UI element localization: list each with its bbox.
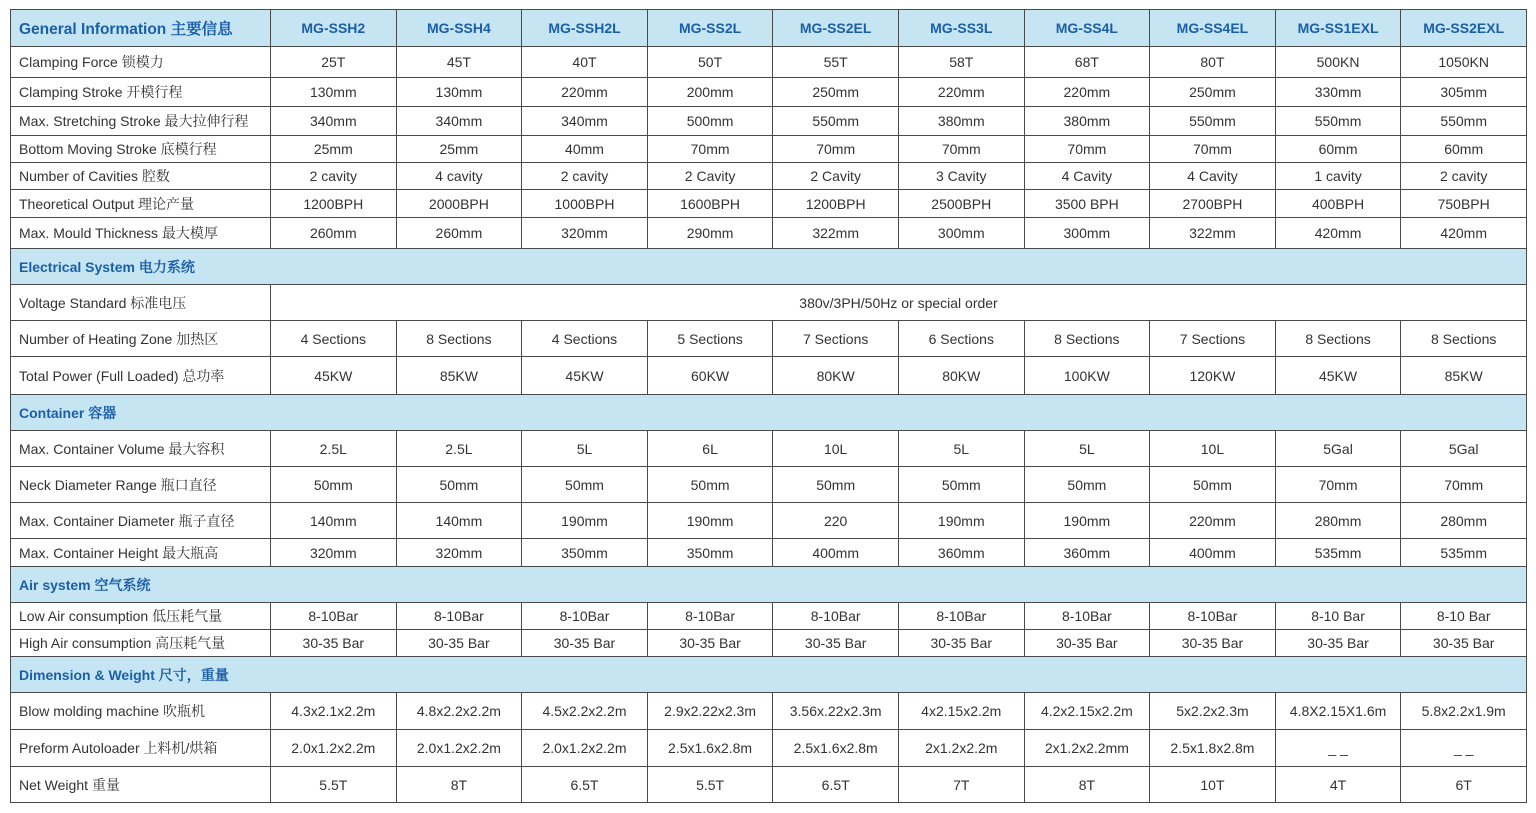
- table-cell: 2 Cavity: [647, 163, 773, 190]
- table-cell: 420mm: [1275, 218, 1401, 249]
- table-row: [11, 78, 1527, 107]
- table-cell: 2x1.2x2.2mm: [1024, 730, 1150, 767]
- table-cell: 1200BPH: [773, 190, 899, 218]
- table-cell: 4 Sections: [522, 321, 648, 357]
- table-cell: 80KW: [898, 357, 1024, 395]
- table-cell: 2x1.2x2.2m: [898, 730, 1024, 767]
- table-cell: 1050KN: [1401, 47, 1527, 78]
- table-cell: 30-35 Bar: [522, 630, 648, 657]
- row-label: Total Power (Full Loaded) 总功率: [11, 357, 271, 395]
- model-header: MG-SS2EXL: [1401, 10, 1527, 47]
- table-cell: 30-35 Bar: [271, 630, 397, 657]
- table-cell: 25mm: [271, 136, 397, 163]
- table-cell: 30-35 Bar: [898, 630, 1024, 657]
- table-row: [11, 321, 1527, 357]
- table-cell: 322mm: [1150, 218, 1276, 249]
- table-cell: 25T: [271, 47, 397, 78]
- table-cell: 5L: [522, 431, 648, 467]
- table-row: [11, 539, 1527, 567]
- voltage-value: 380v/3PH/50Hz or special order: [271, 285, 1527, 321]
- table-cell: 50mm: [396, 467, 522, 503]
- table-cell: 2.5x1.6x2.8m: [773, 730, 899, 767]
- table-cell: 60mm: [1401, 136, 1527, 163]
- table-cell: 220mm: [1150, 503, 1276, 539]
- table-cell: 70mm: [1150, 136, 1276, 163]
- model-header: MG-SS3L: [898, 10, 1024, 47]
- table-cell: 2 Cavity: [773, 163, 899, 190]
- model-header: MG-SSH2: [271, 10, 397, 47]
- table-cell: 30-35 Bar: [1150, 630, 1276, 657]
- table-cell: 45KW: [1275, 357, 1401, 395]
- table-cell: 10T: [1150, 767, 1276, 803]
- table-cell: 6.5T: [522, 767, 648, 803]
- table-cell: 6.5T: [773, 767, 899, 803]
- table-cell: 550mm: [1401, 107, 1527, 136]
- table-cell: 70mm: [1401, 467, 1527, 503]
- table-cell: 50mm: [522, 467, 648, 503]
- table-cell: 750BPH: [1401, 190, 1527, 218]
- table-cell: 30-35 Bar: [773, 630, 899, 657]
- table-row: [11, 603, 1527, 630]
- table-cell: 220mm: [898, 78, 1024, 107]
- table-row: [11, 630, 1527, 657]
- table-cell: 70mm: [898, 136, 1024, 163]
- table-cell: 80T: [1150, 47, 1276, 78]
- section-header-row: [11, 395, 1527, 431]
- table-cell: 50mm: [1024, 467, 1150, 503]
- table-cell: 30-35 Bar: [1401, 630, 1527, 657]
- row-label: Voltage Standard 标准电压: [11, 285, 271, 321]
- table-cell: 3500 BPH: [1024, 190, 1150, 218]
- table-row: [11, 730, 1527, 767]
- table-cell: 50mm: [647, 467, 773, 503]
- table-cell: 70mm: [1275, 467, 1401, 503]
- table-cell: 130mm: [396, 78, 522, 107]
- row-label: Preform Autoloader 上料机/烘箱: [11, 730, 271, 767]
- table-cell: 2700BPH: [1150, 190, 1276, 218]
- table-cell: 70mm: [773, 136, 899, 163]
- row-label: Net Weight 重量: [11, 767, 271, 803]
- table-row: [11, 136, 1527, 163]
- table-cell: 2.5L: [271, 431, 397, 467]
- table-cell: 7 Sections: [1150, 321, 1276, 357]
- row-label: Blow molding machine 吹瓶机: [11, 693, 271, 730]
- table-cell: 8-10Bar: [1150, 603, 1276, 630]
- table-cell: 130mm: [271, 78, 397, 107]
- table-cell: 8-10Bar: [522, 603, 648, 630]
- table-cell: 2 cavity: [1401, 163, 1527, 190]
- table-cell: 60mm: [1275, 136, 1401, 163]
- table-cell: 330mm: [1275, 78, 1401, 107]
- table-row: [11, 467, 1527, 503]
- table-cell: 60KW: [647, 357, 773, 395]
- table-cell: 4.8X2.15X1.6m: [1275, 693, 1401, 730]
- table-cell: 360mm: [898, 539, 1024, 567]
- table-cell: 190mm: [647, 503, 773, 539]
- table-cell: 55T: [773, 47, 899, 78]
- table-cell: 6T: [1401, 767, 1527, 803]
- table-cell: 305mm: [1401, 78, 1527, 107]
- table-cell: 3.56x.22x2.3m: [773, 693, 899, 730]
- table-cell: 5Gal: [1275, 431, 1401, 467]
- table-cell: 8-10 Bar: [1275, 603, 1401, 630]
- table-cell: 58T: [898, 47, 1024, 78]
- table-cell: 340mm: [271, 107, 397, 136]
- table-cell: 250mm: [1150, 78, 1276, 107]
- table-cell: 85KW: [396, 357, 522, 395]
- header-label: General Information 主要信息: [11, 10, 271, 47]
- table-cell: 260mm: [271, 218, 397, 249]
- table-cell: 68T: [1024, 47, 1150, 78]
- table-cell: 5L: [898, 431, 1024, 467]
- section-header-row: [11, 657, 1527, 693]
- table-cell: 320mm: [522, 218, 648, 249]
- table-cell: 250mm: [773, 78, 899, 107]
- table-cell: 300mm: [898, 218, 1024, 249]
- table-cell: 2 cavity: [522, 163, 648, 190]
- table-cell: 190mm: [522, 503, 648, 539]
- table-cell: 40mm: [522, 136, 648, 163]
- table-cell: 4.2x2.15x2.2m: [1024, 693, 1150, 730]
- table-cell: 8T: [396, 767, 522, 803]
- table-cell: 50T: [647, 47, 773, 78]
- model-header: MG-SS1EXL: [1275, 10, 1401, 47]
- row-label: Theoretical Output 理论产量: [11, 190, 271, 218]
- table-cell: 2.0x1.2x2.2m: [271, 730, 397, 767]
- table-cell: 2.5x1.8x2.8m: [1150, 730, 1276, 767]
- table-cell: 320mm: [271, 539, 397, 567]
- table-cell: 2.9x2.22x2.3m: [647, 693, 773, 730]
- table-cell: 10L: [1150, 431, 1276, 467]
- section-header-row: [11, 567, 1527, 603]
- table-cell: 70mm: [647, 136, 773, 163]
- table-cell: 10L: [773, 431, 899, 467]
- table-cell: 420mm: [1401, 218, 1527, 249]
- row-label: Max. Container Volume 最大容积: [11, 431, 271, 467]
- table-cell: _ _: [1401, 730, 1527, 767]
- table-cell: 4 Sections: [271, 321, 397, 357]
- section-title: Container 容器: [11, 395, 1527, 431]
- row-label: Clamping Stroke 开模行程: [11, 78, 271, 107]
- table-cell: 4.8x2.2x2.2m: [396, 693, 522, 730]
- row-label: Bottom Moving Stroke 底模行程: [11, 136, 271, 163]
- table-cell: 340mm: [522, 107, 648, 136]
- table-cell: 85KW: [1401, 357, 1527, 395]
- row-label: Clamping Force 锁模力: [11, 47, 271, 78]
- table-row: [11, 218, 1527, 249]
- table-cell: 535mm: [1401, 539, 1527, 567]
- table-cell: 30-35 Bar: [647, 630, 773, 657]
- table-cell: 6L: [647, 431, 773, 467]
- table-cell: 6 Sections: [898, 321, 1024, 357]
- table-cell: 8 Sections: [1024, 321, 1150, 357]
- table-cell: 1200BPH: [271, 190, 397, 218]
- row-label: Number of Heating Zone 加热区: [11, 321, 271, 357]
- table-cell: 190mm: [898, 503, 1024, 539]
- spec-table: [10, 9, 1527, 803]
- model-header: MG-SSH2L: [522, 10, 648, 47]
- table-cell: 380mm: [898, 107, 1024, 136]
- table-cell: 290mm: [647, 218, 773, 249]
- table-cell: 200mm: [647, 78, 773, 107]
- table-cell: 8T: [1024, 767, 1150, 803]
- table-cell: 8 Sections: [1275, 321, 1401, 357]
- table-cell: 30-35 Bar: [1024, 630, 1150, 657]
- table-cell: 2 cavity: [271, 163, 397, 190]
- table-cell: 1000BPH: [522, 190, 648, 218]
- table-cell: 25mm: [396, 136, 522, 163]
- section-title: Air system 空气系统: [11, 567, 1527, 603]
- table-cell: 8-10Bar: [898, 603, 1024, 630]
- table-cell: 3 Cavity: [898, 163, 1024, 190]
- table-cell: 4 Cavity: [1024, 163, 1150, 190]
- row-label: Low Air consumption 低压耗气量: [11, 603, 271, 630]
- table-cell: 2.5x1.6x2.8m: [647, 730, 773, 767]
- table-cell: 8-10Bar: [773, 603, 899, 630]
- section-title: Dimension & Weight 尺寸，重量: [11, 657, 1527, 693]
- model-header: MG-SSH4: [396, 10, 522, 47]
- table-cell: 2.0x1.2x2.2m: [396, 730, 522, 767]
- table-cell: 280mm: [1401, 503, 1527, 539]
- table-row: [11, 107, 1527, 136]
- table-cell: 45KW: [522, 357, 648, 395]
- table-cell: 350mm: [522, 539, 648, 567]
- row-label: Max. Container Height 最大瓶高: [11, 539, 271, 567]
- table-cell: 4 Cavity: [1150, 163, 1276, 190]
- table-cell: 500mm: [647, 107, 773, 136]
- table-cell: 50mm: [898, 467, 1024, 503]
- table-cell: 45T: [396, 47, 522, 78]
- table-header-row: [11, 10, 1527, 47]
- table-row: [11, 47, 1527, 78]
- table-cell: 322mm: [773, 218, 899, 249]
- table-cell: 535mm: [1275, 539, 1401, 567]
- table-cell: 2.0x1.2x2.2m: [522, 730, 648, 767]
- table-cell: 1 cavity: [1275, 163, 1401, 190]
- table-cell: 190mm: [1024, 503, 1150, 539]
- table-cell: 8-10Bar: [271, 603, 397, 630]
- table-cell: 5 Sections: [647, 321, 773, 357]
- table-cell: 220mm: [522, 78, 648, 107]
- table-cell: 140mm: [271, 503, 397, 539]
- table-cell: 4T: [1275, 767, 1401, 803]
- table-cell: 340mm: [396, 107, 522, 136]
- table-cell: 360mm: [1024, 539, 1150, 567]
- table-cell: 5L: [1024, 431, 1150, 467]
- table-cell: 40T: [522, 47, 648, 78]
- table-cell: 5.5T: [647, 767, 773, 803]
- table-cell: 300mm: [1024, 218, 1150, 249]
- table-cell: 50mm: [271, 467, 397, 503]
- table-cell: 5Gal: [1401, 431, 1527, 467]
- table-cell: 8 Sections: [396, 321, 522, 357]
- table-cell: 500KN: [1275, 47, 1401, 78]
- table-cell: 80KW: [773, 357, 899, 395]
- table-cell: 400mm: [773, 539, 899, 567]
- table-cell: 550mm: [1275, 107, 1401, 136]
- table-row: [11, 357, 1527, 395]
- row-label: Max. Mould Thickness 最大模厚: [11, 218, 271, 249]
- table-cell: 4 cavity: [396, 163, 522, 190]
- table-cell: 8 Sections: [1401, 321, 1527, 357]
- row-label: Max. Container Diameter 瓶子直径: [11, 503, 271, 539]
- table-cell: 220mm: [1024, 78, 1150, 107]
- table-cell: 4.5x2.2x2.2m: [522, 693, 648, 730]
- table-cell: 280mm: [1275, 503, 1401, 539]
- table-cell: 30-35 Bar: [1275, 630, 1401, 657]
- table-cell: 140mm: [396, 503, 522, 539]
- model-header: MG-SS2L: [647, 10, 773, 47]
- section-header-row: [11, 249, 1527, 285]
- table-cell: 400BPH: [1275, 190, 1401, 218]
- table-row: [11, 693, 1527, 730]
- table-row: [11, 503, 1527, 539]
- table-cell: 400mm: [1150, 539, 1276, 567]
- table-row: [11, 285, 1527, 321]
- table-cell: 320mm: [396, 539, 522, 567]
- table-cell: 8-10 Bar: [1401, 603, 1527, 630]
- table-cell: 8-10Bar: [396, 603, 522, 630]
- row-label: Max. Stretching Stroke 最大拉伸行程: [11, 107, 271, 136]
- table-row: [11, 767, 1527, 803]
- section-title: Electrical System 电力系统: [11, 249, 1527, 285]
- table-cell: 1600BPH: [647, 190, 773, 218]
- row-label: Number of Cavities 腔数: [11, 163, 271, 190]
- model-header: MG-SS4L: [1024, 10, 1150, 47]
- table-cell: 8-10Bar: [1024, 603, 1150, 630]
- table-cell: 2.5L: [396, 431, 522, 467]
- table-cell: 5.8x2.2x1.9m: [1401, 693, 1527, 730]
- table-cell: 4x2.15x2.2m: [898, 693, 1024, 730]
- table-cell: 550mm: [1150, 107, 1276, 136]
- model-header: MG-SS4EL: [1150, 10, 1276, 47]
- table-cell: 8-10Bar: [647, 603, 773, 630]
- row-label: Neck Diameter Range 瓶口直径: [11, 467, 271, 503]
- table-cell: 7T: [898, 767, 1024, 803]
- table-cell: 5.5T: [271, 767, 397, 803]
- table-cell: 380mm: [1024, 107, 1150, 136]
- table-row: [11, 431, 1527, 467]
- table-cell: 120KW: [1150, 357, 1276, 395]
- table-cell: 100KW: [1024, 357, 1150, 395]
- table-cell: 7 Sections: [773, 321, 899, 357]
- row-label: High Air consumption 高压耗气量: [11, 630, 271, 657]
- table-cell: 50mm: [773, 467, 899, 503]
- table-cell: 45KW: [271, 357, 397, 395]
- table-cell: 50mm: [1150, 467, 1276, 503]
- table-cell: 2000BPH: [396, 190, 522, 218]
- table-row: [11, 163, 1527, 190]
- table-cell: 350mm: [647, 539, 773, 567]
- model-header: MG-SS2EL: [773, 10, 899, 47]
- table-cell: 550mm: [773, 107, 899, 136]
- table-cell: 2500BPH: [898, 190, 1024, 218]
- table-cell: 260mm: [396, 218, 522, 249]
- table-cell: 4.3x2.1x2.2m: [271, 693, 397, 730]
- table-cell: _ _: [1275, 730, 1401, 767]
- table-cell: 70mm: [1024, 136, 1150, 163]
- table-cell: 30-35 Bar: [396, 630, 522, 657]
- table-cell: 220: [773, 503, 899, 539]
- table-cell: 5x2.2x2.3m: [1150, 693, 1276, 730]
- table-row: [11, 190, 1527, 218]
